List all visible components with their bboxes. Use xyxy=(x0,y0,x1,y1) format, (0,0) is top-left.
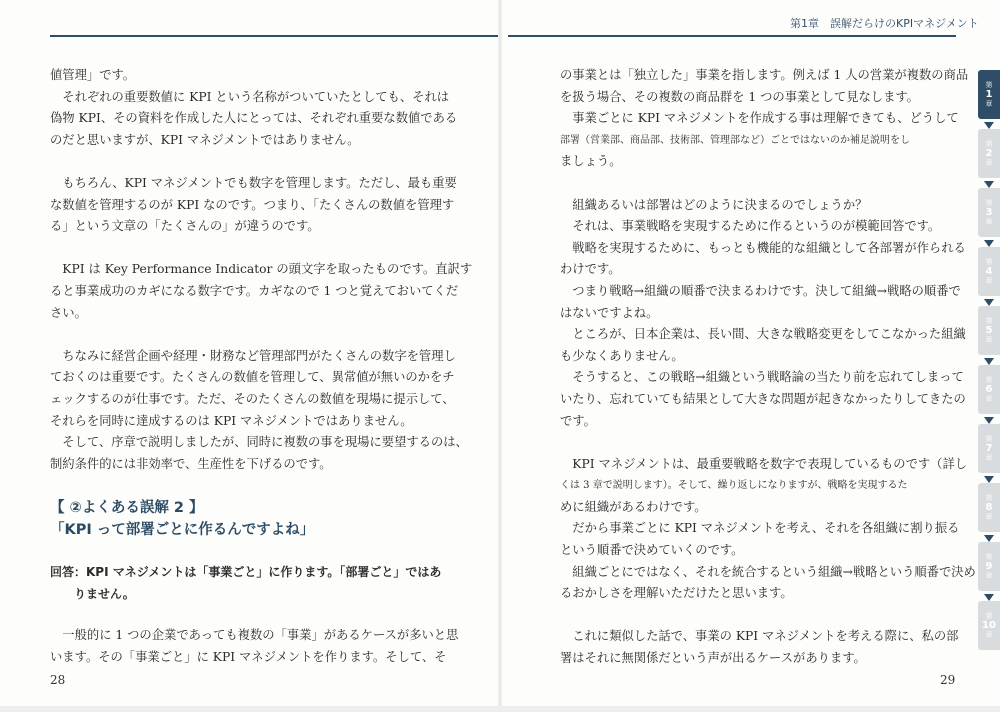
paragraph xyxy=(560,65,969,173)
tab-suffix: 章 xyxy=(985,336,993,344)
text-line: 組織あるいは部署はどのように決まるのでしょうか？ xyxy=(560,197,868,212)
tab-number: 4 xyxy=(985,266,993,277)
tab-number: 3 xyxy=(985,207,993,218)
paragraph xyxy=(50,65,458,151)
paragraph xyxy=(560,626,960,669)
triangle-down-icon xyxy=(984,181,994,188)
text-line: さい。 xyxy=(50,305,87,320)
chapter-tab-6[interactable] xyxy=(978,365,1000,414)
page-number: 28 xyxy=(50,673,66,687)
tab-suffix: 章 xyxy=(985,572,993,580)
triangle-down-icon xyxy=(984,240,994,247)
text-line: ましょう。 xyxy=(560,154,622,169)
header-rule xyxy=(50,35,498,37)
tab-suffix: 章 xyxy=(985,513,993,521)
paragraph xyxy=(50,173,457,238)
paragraph xyxy=(50,346,468,476)
paragraph xyxy=(560,454,976,605)
text-line: ちなみに経営企画や経理・財務など管理部門がたくさんの数字を管理し xyxy=(50,348,456,363)
triangle-down-icon xyxy=(984,358,994,365)
text-line: くは 3 章で説明します）。そして、繰り返しになりますが、戦略を実現するた xyxy=(560,480,908,492)
right-body xyxy=(560,65,976,670)
paragraph xyxy=(50,625,459,668)
text-line: はないですよね。 xyxy=(560,305,659,320)
triangle-down-icon xyxy=(984,594,994,601)
header-rule xyxy=(508,35,956,37)
chapter-tab-8[interactable] xyxy=(978,483,1000,532)
tab-suffix: 章 xyxy=(985,159,993,167)
answer-block xyxy=(50,561,450,605)
chapter-tab-5[interactable] xyxy=(978,306,1000,355)
text-line: を扱う場合、その複数の商品群を 1 つの事業として見なします。 xyxy=(560,89,919,104)
text-line: も少なくありません。 xyxy=(560,348,684,363)
text-line: 組織ごとにではなく、それを統合するという組織→戦略という順番で決め xyxy=(560,564,976,579)
text-line: ておくのは重要です。たくさんの数値を管理して、異常値が無いのかをチ xyxy=(50,370,455,385)
tab-prefix: 第 xyxy=(985,317,993,325)
text-line: るおかしさを理解いただけたと思います。 xyxy=(560,586,793,601)
tab-prefix: 第 xyxy=(985,435,993,443)
chapter-tab-4[interactable] xyxy=(978,247,1000,296)
page-bottom-edge xyxy=(0,706,1000,712)
text-line: もちろん、KPI マネジメントでも数字を管理します。ただし、最も重要 xyxy=(50,175,457,190)
tab-prefix: 第 xyxy=(985,612,993,620)
text-line: それらを同時に達成するのは KPI マネジメントではありません。 xyxy=(50,413,413,428)
text-line: 制約条件的には非効率で、生産性を下げるのです。 xyxy=(50,456,332,471)
triangle-down-icon xyxy=(984,299,994,306)
tab-suffix: 章 xyxy=(985,218,993,226)
section-heading xyxy=(50,497,450,541)
chapter-tabs xyxy=(978,70,1000,660)
text-line: ェックするのが仕事です。ただ、そのたくさんの数値を現場に提示して、 xyxy=(50,391,455,406)
tab-number: 6 xyxy=(985,384,993,395)
text-line: の事業とは「独立した」事業を指します。例えば 1 人の営業が複数の商品 xyxy=(560,68,969,82)
tab-prefix: 第 xyxy=(985,376,993,384)
text-line: のだと思いますが、KPI マネジメントではありません。 xyxy=(50,132,360,147)
text-line: です。 xyxy=(560,413,596,428)
triangle-down-icon xyxy=(984,417,994,424)
text-line: 署はそれに無関係だという声が出るケースがあります。 xyxy=(560,651,866,666)
tab-suffix: 章 xyxy=(985,631,993,639)
running-head: 第1章 誤解だらけのKPIマネジメント xyxy=(790,17,979,30)
text-line: これに類似した話で、事業の KPI マネジメントを考える際に、私の部 xyxy=(560,629,959,644)
text-line: る」という文章の「たくさんの」が違うのです。 xyxy=(50,219,320,234)
chapter-tab-9[interactable] xyxy=(978,542,1000,591)
text-line: います。その「事業ごと」に KPI マネジメントを作ります。そして、そ xyxy=(50,649,447,664)
tab-suffix: 章 xyxy=(985,277,993,285)
tab-number: 7 xyxy=(985,443,993,454)
text-line: わけです。 xyxy=(560,262,621,277)
text-line: 事業ごとに KPI マネジメントを作成する事は理解できても、どうして xyxy=(560,111,959,126)
paragraph xyxy=(560,195,966,433)
tab-prefix: 第 xyxy=(985,140,993,148)
text-line: 戦略を実現するために、もっとも機能的な組織として各部署が作られる xyxy=(560,240,966,255)
text-line: という順番で決めていくのです。 xyxy=(560,543,744,558)
text-line: ところが、日本企業は、長い間、大きな戦略変更をしてこなかった組織 xyxy=(560,327,966,342)
tab-prefix: 第 xyxy=(985,258,993,266)
chapter-tab-1[interactable] xyxy=(978,70,1000,119)
heading-line: 【 ②よくある誤解 2 】 xyxy=(50,500,204,517)
text-line: だから事業ごとに KPI マネジメントを考え、それを各組織に割り振る xyxy=(560,521,960,536)
tab-number: 9 xyxy=(985,561,993,572)
chapter-tab-7[interactable] xyxy=(978,424,1000,473)
chapter-tab-3[interactable] xyxy=(978,188,1000,237)
text-line: そうすると、この戦略→組織という戦略論の当たり前を忘れてしまって xyxy=(560,370,964,385)
tab-number: 5 xyxy=(985,325,993,336)
text-line: めに組織があるわけです。 xyxy=(560,499,707,514)
text-line: な数値を管理するのが KPI なのです。つまり、「たくさんの数値を管理す xyxy=(50,197,455,212)
paragraph xyxy=(50,259,473,324)
tab-prefix: 第 xyxy=(985,199,993,207)
tab-suffix: 章 xyxy=(985,454,993,462)
text-line: 部署（営業部、商品部、技術部、管理部など）ごとではないのか補足説明をし xyxy=(560,134,910,146)
text-line: ると事業成功のカギになる数字です。カギなので 1 つと覚えておいてくだ xyxy=(50,283,459,298)
left-body xyxy=(50,65,473,668)
triangle-down-icon xyxy=(984,476,994,483)
triangle-down-icon xyxy=(984,535,994,542)
heading-line: 「KPI って部署ごとに作るんですよね」 xyxy=(50,522,315,539)
tab-number: 1 xyxy=(985,89,993,100)
text-line: 値管理」です。 xyxy=(50,68,136,82)
answer-line: りません。 xyxy=(74,587,135,602)
text-line: いたり、忘れていても結果として大きな問題が起きなかったりしてきたの xyxy=(560,391,966,406)
triangle-down-icon xyxy=(984,122,994,129)
text-line: KPI は Key Performance Indicator の頭文字を取ったものです。直訳す xyxy=(50,262,473,277)
tab-prefix: 第 xyxy=(985,553,993,561)
text-line: そして、序章で説明しましたが、同時に複数の事を現場に要望するのは、 xyxy=(50,435,468,450)
chapter-tab-10[interactable] xyxy=(978,601,1000,650)
text-line: つまり戦略→組織の順番で決まるわけです。決して組織→戦略の順番で xyxy=(560,283,961,298)
text-line: KPI マネジメントは、最重要戦略を数字で表現しているものです（詳し xyxy=(560,456,968,471)
tab-number: 10 xyxy=(982,620,996,631)
chapter-tab-2[interactable] xyxy=(978,129,1000,178)
text-line: 偽物 KPI、その資料を作成した人にとっては、それぞれ重要な数値である xyxy=(50,111,458,126)
page-number: 29 xyxy=(940,673,956,687)
tab-suffix: 章 xyxy=(985,395,993,403)
answer-line: 回答：KPI マネジメントは「事業ごと」に作ります。「部署ごと」ではあ xyxy=(50,565,442,580)
text-line: 一般的に 1 つの企業であっても複数の「事業」があるケースが多いと思 xyxy=(50,628,459,643)
text-line: それぞれの重要数値に KPI という名称がついていたとしても、それは xyxy=(50,89,450,104)
tab-prefix: 第 xyxy=(985,494,993,502)
tab-prefix: 第 xyxy=(985,81,993,89)
tab-number: 2 xyxy=(985,148,993,159)
tab-number: 8 xyxy=(985,502,993,513)
right-page xyxy=(500,0,1000,712)
text-line: それは、事業戦略を実現するために作るというのが模範回答です。 xyxy=(560,219,941,234)
tab-suffix: 章 xyxy=(985,100,993,108)
